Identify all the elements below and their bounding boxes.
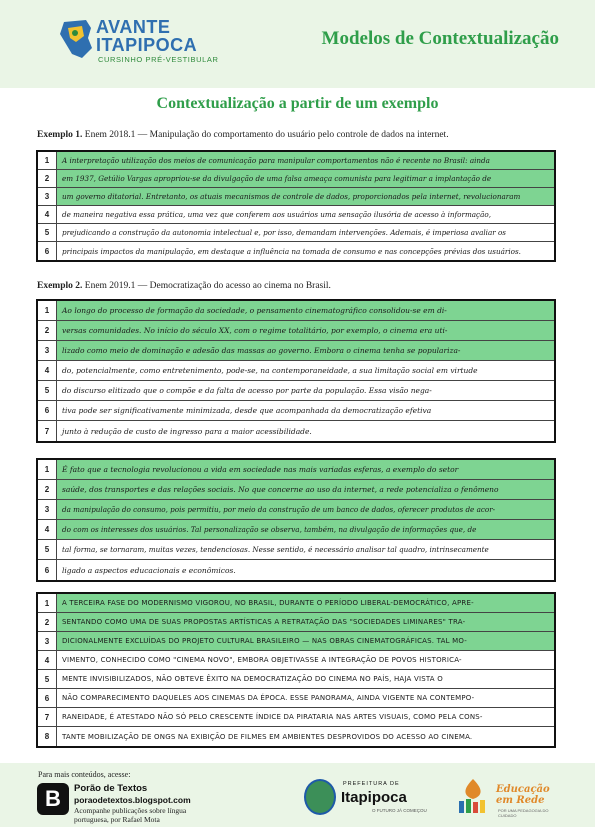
- line-number: 7: [38, 708, 57, 726]
- line-text: da manipulação do consumo, pois permitiu, por meio da construção de um banco de dados, oferecer produtos de acor-: [62, 505, 496, 514]
- essay-line: [38, 224, 554, 242]
- line-number: 5: [38, 224, 57, 241]
- line-number: 1: [38, 460, 57, 479]
- line-number: 3: [38, 341, 57, 360]
- essay-line: [38, 594, 554, 613]
- line-text: MENTE INVISIBILIZADOS, NÃO OBTEVE ÊXITO NA DEMOCRATIZAÇÃO DO CINEMA NO PAÍS, HAJA VISTA O: [62, 675, 443, 683]
- example-2-caption: [37, 281, 331, 291]
- line-text: ligado a aspectos educacionais e econômicos.: [62, 565, 236, 575]
- line-text: lizado como meio de dominação e adesão das massas ao governo. Embora o cinema tenha se populariza-: [62, 346, 461, 355]
- line-number: 5: [38, 540, 57, 559]
- line-text: TANTE MOBILIZAÇÃO DE ONGS NA EXIBIÇÃO DE FILMES EM AMBIENTES DESPROVIDOS DO ACESSO AO CINEMA.: [62, 732, 473, 741]
- essay-sheet-3: [36, 458, 556, 582]
- line-text: versas comunidades. No início do século XX, com o regime totalitário, por exemplo, o cinema era uti-: [62, 326, 448, 335]
- line-number: 2: [38, 170, 57, 187]
- line-number: 7: [38, 421, 57, 441]
- line-text: do com os interesses dos usuários. Tal personalização se observa, também, na divulgação de informações que, de: [62, 525, 477, 534]
- blogger-icon: B: [37, 783, 69, 815]
- essay-line: [38, 301, 554, 321]
- essay-line: [38, 632, 554, 651]
- line-text: Ao longo do processo de formação da sociedade, o pensamento cinematográfico consolidou-se em di-: [62, 306, 447, 315]
- section-title: Contextualização a partir de um exemplo: [156, 95, 439, 112]
- essay-line: [38, 188, 554, 206]
- line-number: 3: [38, 188, 57, 205]
- essay-line: [38, 341, 554, 361]
- essay-line: [38, 381, 554, 401]
- page-title: Modelos de Contextualização: [321, 28, 559, 49]
- line-number: 5: [38, 670, 57, 688]
- example-2-label: Exemplo 2.: [37, 281, 83, 291]
- line-number: 2: [38, 613, 57, 631]
- essay-sheet-1: [36, 150, 556, 262]
- essay-sheet-2: [36, 299, 556, 443]
- line-number: 2: [38, 480, 57, 499]
- essay-line: [38, 242, 554, 260]
- logo-line1: AVANTE: [96, 17, 171, 37]
- line-number: 1: [38, 152, 57, 169]
- essay-line: [38, 170, 554, 188]
- line-text: SENTANDO COMO UMA DE SUAS PROPOSTAS ARTÍSTICAS A RETRATAÇÃO DAS "SOCIEDADES LIMINARES" TRA-: [62, 618, 466, 626]
- prefeitura-seal-icon: [304, 779, 336, 815]
- example-2-text: Enem 2019.1 — Democratização do acesso ao cinema no Brasil.: [82, 281, 331, 291]
- essay-line: [38, 460, 554, 480]
- line-text: É fato que a tecnologia revolucionou a vida em sociedade nas mais variadas esferas, a exemplo do setor: [62, 465, 459, 474]
- line-number: 4: [38, 206, 57, 223]
- logo-subtitle: CURSINHO PRÉ-VESTIBULAR: [98, 55, 219, 64]
- essay-line: [38, 206, 554, 224]
- essay-line: [38, 480, 554, 500]
- line-text: um governo ditatorial. Entretanto, os atuais mecanismos de controle de dados, proporcionados pela internet, revolucionaram: [62, 192, 521, 201]
- essay-line: [38, 727, 554, 746]
- essay-line: [38, 651, 554, 670]
- line-number: 4: [38, 651, 57, 669]
- line-number: 1: [38, 594, 57, 612]
- line-text: principais impactos da manipulação, em destaque a influência na tomada de consumo e nas concepções prévias dos usuários.: [62, 246, 521, 256]
- blog-description: Acompanhe publicações sobre língua portuguesa, por Rafael Mota: [74, 806, 187, 824]
- essay-line: [38, 708, 554, 727]
- prefeitura-name: Itapipoca: [341, 789, 407, 806]
- line-number: 6: [38, 242, 57, 260]
- line-text: tiva pode ser significativamente minimizada, desde que acompanhada da democratização efetiva: [62, 406, 432, 415]
- example-1-text: Enem 2018.1 — Manipulação do comportamento do usuário pelo controle de dados na internet.: [82, 130, 449, 140]
- essay-line: [38, 670, 554, 689]
- line-text: saúde, dos transportes e das relações sociais. No que concerne ao uso da internet, a rede potencializa o fenômeno: [62, 485, 499, 494]
- line-number: 8: [38, 727, 57, 746]
- educacao-em-rede-name: Educação em Rede: [496, 784, 550, 806]
- prefeitura-label: PREFEITURA DE: [343, 781, 400, 787]
- essay-line: [38, 421, 554, 441]
- footer-label: Para mais conteúdos, acesse:: [38, 770, 131, 779]
- logo-line2: ITAPIPOCA: [96, 35, 198, 55]
- essay-line: [38, 613, 554, 632]
- essay-line: [38, 152, 554, 170]
- line-number: 6: [38, 689, 57, 707]
- essay-line: [38, 500, 554, 520]
- line-text: DICIONALMENTE EXCLUÍDAS DO PROJETO CULTURAL BRASILEIRO — NAS OBRAS CINEMATOGRÁFICAS. TAL MO-: [62, 637, 467, 645]
- line-text: do discurso elitizado que o compõe e da falta de acesso por parte da população. Essa visão nega-: [62, 386, 432, 395]
- example-1-caption: [37, 130, 449, 140]
- ceara-map-logo-icon: [58, 18, 94, 60]
- line-number: 3: [38, 500, 57, 519]
- essay-line: [38, 361, 554, 381]
- prefeitura-slogan: O FUTURO JÁ COMEÇOU: [372, 808, 427, 813]
- line-number: 5: [38, 381, 57, 400]
- blog-url[interactable]: poraodetextos.blogspot.com: [74, 795, 191, 805]
- blog-name: Porão de Textos: [74, 783, 148, 794]
- line-text: NÃO COMPARECIMENTO DAQUELES AOS CINEMAS DA ÉPOCA. ESSE PANORAMA, AINDA VIGENTE NA CONTEMPO-: [62, 694, 475, 702]
- line-text: VIMENTO, CONHECIDO COMO "CINEMA NOVO", EMBORA OBJETIVASSE A INTEGRAÇÃO DE POVOS HISTORICA-: [62, 656, 462, 664]
- example-1-label: Exemplo 1.: [37, 130, 83, 140]
- line-number: 4: [38, 361, 57, 380]
- line-text: em 1937, Getúlio Vargas apropriou-se da divulgação de uma falsa ameaça comunista para legitimar a implantação de: [62, 174, 492, 183]
- line-number: 3: [38, 632, 57, 650]
- line-number: 2: [38, 321, 57, 340]
- line-text: do, potencialmente, como entretenimento, pode-se, na contemporaneidade, a sua limitação social em virtude: [62, 366, 478, 375]
- line-number: 4: [38, 520, 57, 539]
- essay-line: [38, 321, 554, 341]
- educacao-em-rede-tagline: POR UMA PEDAGOGIA DO CUIDADO: [498, 808, 549, 818]
- line-text: de maneira negativa essa prática, uma vez que conferem aos usuários uma sensação ilusória de acesso à informação,: [62, 210, 491, 219]
- essay-line: [38, 689, 554, 708]
- essay-line: [38, 401, 554, 421]
- line-text: prejudicando a construção da autonomia intelectual e, por isso, demandam intervenções. Ademais, é imperiosa avaliar os: [62, 228, 506, 237]
- essay-sheet-4: [36, 592, 556, 748]
- essay-line: [38, 520, 554, 540]
- line-number: 6: [38, 401, 57, 420]
- educacao-em-rede-logo-icon: [455, 777, 491, 815]
- essay-line: [38, 540, 554, 560]
- line-number: 6: [38, 560, 57, 580]
- line-text: A TERCEIRA FASE DO MODERNISMO VIGOROU, NO BRASIL, DURANTE O PERÍODO LIBERAL-DEMOCRÁTICO, APRE-: [62, 599, 474, 607]
- line-text: tal forma, se tornaram, muitas vezes, tendenciosas. Nesse sentido, é necessário analisar tal quadro, intrinsecamente: [62, 545, 489, 554]
- line-number: 1: [38, 301, 57, 320]
- essay-line: [38, 560, 554, 580]
- line-text: A interpretação utilização dos meios de comunicação para manipular comportamentos não é recente no Brasil: ainda: [62, 156, 490, 165]
- line-text: junto à redução de custo de ingresso para a maior acessibilidade.: [62, 426, 312, 436]
- line-text: RANEIDADE, É ATESTADO NÃO SÓ PELO CRESCENTE ÍNDICE DA PIRATARIA NAS ARTES VISUAIS, COMO PELA CONS-: [62, 713, 483, 721]
